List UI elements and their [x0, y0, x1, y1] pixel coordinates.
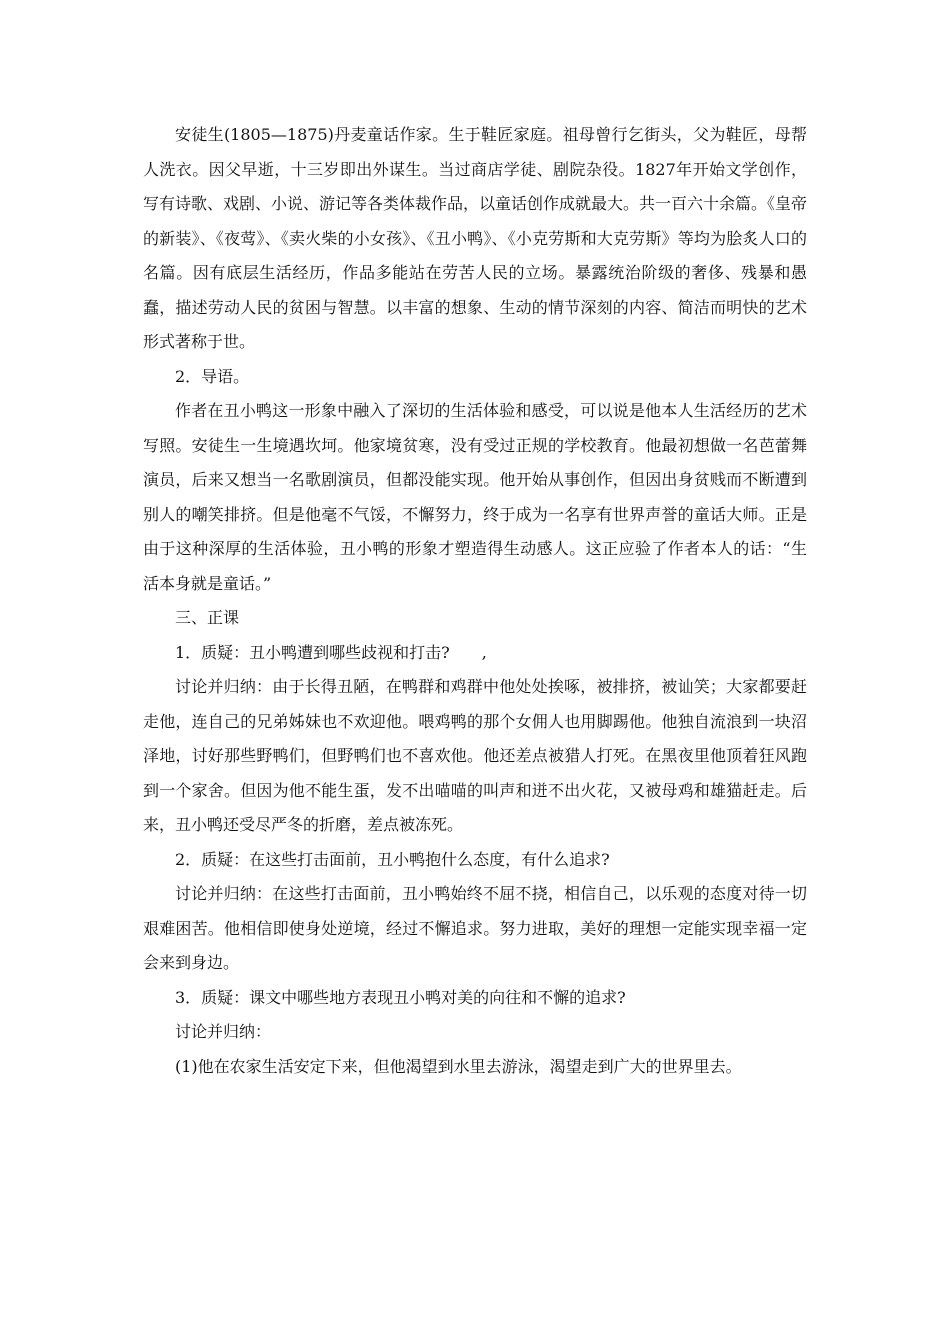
question-1: 1．质疑：丑小鸭遭到哪些歧视和打击? , [175, 642, 487, 662]
question-3: 3．质疑：课文中哪些地方表现丑小鸭对美的向往和不懈的追求? [175, 987, 626, 1007]
heading-main-lesson: 三、正课 [175, 608, 240, 627]
paragraph-author-bio: 安徒生(1805—1875)丹麦童话作家。生于鞋匠家庭。祖母曾行乞街头，父为鞋匠，母帮人洗衣。因父早逝，十三岁即出外谋生。当过商店学徒、剧院杂役。1827年开始文学创作，写有诗歌、戏剧、小说、游记等各类体裁作品，以童话创作成就最大。共一百六十余篇。《皇帝的新装》、《夜莺》、《卖火柴的小女孩》、《丑小鸭》、《小克劳斯和大克劳斯》等均为脍炙人口的名篇。因有底层生活经历，作品多能站在劳苦人民的立场。暴露统治阶级的奢侈、残暴和愚蠢，描述劳动人民的贫困与智慧。以丰富的想象、生动的情节深刻的内容、简洁而明快的艺术形式著称于世。 [143, 125, 808, 351]
answer-1: 讨论并归纳：由于长得丑陋，在鸭群和鸡群中他处处挨啄，被排挤，被讪笑；大家都要赶走他，连自己的兄弟姊妹也不欢迎他。喂鸡鸭的那个女佣人也用脚踢他。他独自流浪到一块沼泽地，讨好那些野鸭们，但野鸭们也不喜欢他。他还差点被猎人打死。在黑夜里他顶着狂风跑到一个家舍。但因为他不能生蛋，发不出喵喵的叫声和迸不出火花，又被母鸡和雄猫赶走。后来，丑小鸭还受尽严冬的折磨，差点被冻死。 [143, 677, 807, 834]
answer-2: 讨论并归纳：在这些打击面前，丑小鸭始终不屈不挠，相信自己，以乐观的态度对待一切艰难困苦。他相信即使身处逆境，经过不懈追求。努力进取，美好的理想一定能实现幸福一定会来到身边。 [143, 884, 807, 972]
question-2: 2．质疑：在这些打击面前，丑小鸭抱什么态度，有什么追求? [175, 849, 610, 869]
document-body [143, 118, 807, 1084]
heading-introduction: 2．导语。 [175, 366, 250, 386]
answer-3-heading: 讨论并归纳： [175, 1022, 272, 1041]
answer-3-point-1: (1)他在农家生活安定下来，但他渴望到水里去游泳，渴望走到广大的世界里去。 [175, 1056, 742, 1076]
paragraph-introduction: 作者在丑小鸭这一形象中融入了深切的生活体验和感受，可以说是他本人生活经历的艺术写照。安徒生一生境遇坎坷。他家境贫寒，没有受过正规的学校教育。他最初想做一名芭蕾舞演员，后来又想当一名歌剧演员，但都没能实现。他开始从事创作，但因出身贫贱而不断遭到别人的嘲笑排挤。但是他毫不气馁，不懈努力，终于成为一名享有世界声誉的童话大师。正是由于这种深厚的生活体验，丑小鸭的形象才塑造得生动感人。这正应验了作者本人的话：“生活本身就是童话。” [143, 401, 807, 593]
